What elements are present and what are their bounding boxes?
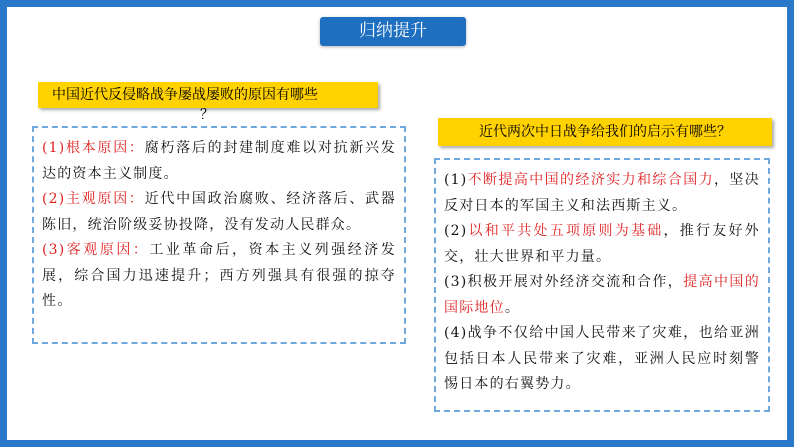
- right-question-banner: 近代两次中日战争给我们的启示有哪些？: [438, 118, 772, 146]
- left-answer-box: [32, 126, 406, 344]
- right-item-2-rest: ，推行友好外交，壮大世界和平力量。: [444, 223, 760, 265]
- left-question-banner: 中国近代反侵略战争屡战屡败的原因有哪些: [38, 82, 378, 108]
- left-item-1: [42, 136, 396, 187]
- left-question-tail: ？: [200, 107, 214, 123]
- right-item-3-rest: 。: [504, 299, 521, 316]
- right-item-1-highlight: 不断提高中国的经济实力和综合国力: [467, 172, 714, 188]
- right-item-3: [444, 270, 760, 321]
- left-item-2: [42, 187, 396, 238]
- right-item-1-prefix: (1): [444, 172, 468, 188]
- left-item-3-label: (3)客观原因：: [42, 242, 150, 258]
- right-item-1: [444, 168, 760, 219]
- section-title: 归纳提升: [320, 17, 466, 46]
- left-item-1-label: (1)根本原因：: [42, 140, 145, 156]
- right-item-3-prefix: (3)积极开展对外经济交流和合作，: [444, 274, 684, 290]
- right-item-2: [444, 219, 760, 270]
- right-item-3-highlight: 提高中国的国际地位: [444, 274, 760, 316]
- left-item-1-text: 腐朽落后的封建制度难以对抗新兴发达的资本主义制度。: [42, 140, 397, 182]
- right-item-4-prefix: (4)战争不仅给中国人民带来了灾难，也给亚洲包括日本人民带来了灾难，亚洲人民应时刻警惕日本的右翼势力。: [444, 325, 760, 392]
- left-item-2-text: 近代中国政治腐败、经济落后、武器陈旧，统治阶级妥协投降，没有发动人民群众。: [42, 191, 397, 233]
- left-item-2-label: (2)主观原因：: [42, 191, 145, 207]
- right-item-2-prefix: (2): [444, 223, 468, 239]
- right-item-4: [444, 321, 760, 398]
- left-item-3-text: 工业革命后，资本主义列强经济发展，综合国力迅速提升；西方列强具有很强的掠夺性。: [42, 242, 396, 309]
- left-item-3: [42, 238, 396, 315]
- right-item-1-rest: ，坚决反对日本的军国主义和法西斯主义。: [444, 172, 760, 214]
- right-item-2-highlight: 以和平共处五项原则为基础: [467, 223, 664, 239]
- right-answer-box: [434, 158, 770, 412]
